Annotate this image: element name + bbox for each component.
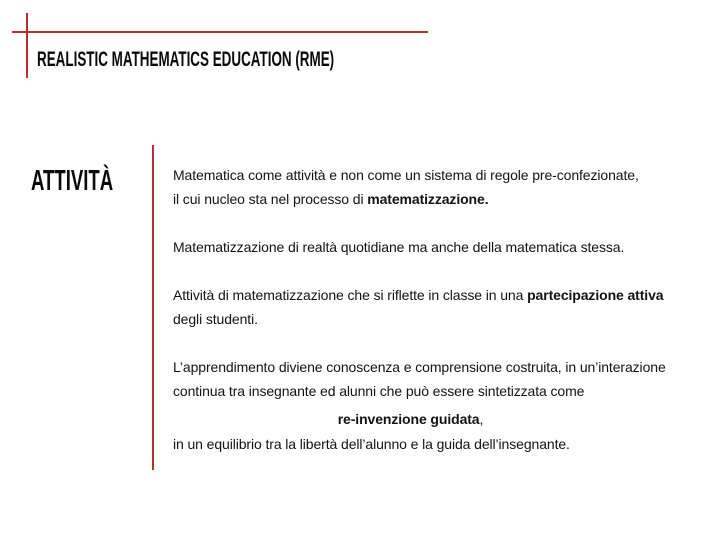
paragraph-3-line-2 (173, 307, 648, 331)
section-label: ATTIVITÀ (31, 165, 114, 197)
paragraph-3 (173, 283, 664, 331)
text-run: , (479, 411, 484, 427)
paragraph-1 (173, 163, 648, 211)
text-run: continua tra insegnante ed alunni che può essere sintetizzata come (173, 383, 585, 399)
paragraph-4-centered-line (173, 407, 648, 431)
paragraph-2-line-1 (173, 235, 648, 259)
paragraph-2 (173, 235, 648, 259)
body-text-column (173, 163, 666, 456)
paragraph-4 (173, 355, 666, 456)
text-run: il cui nucleo sta nel processo di (173, 191, 368, 207)
bold-text-run: matematizzazione. (367, 191, 489, 207)
text-run: Matematizzazione di realtà quotidiane ma anche della matematica stessa. (173, 239, 625, 255)
paragraph-3-line-1 (173, 283, 664, 307)
text-run: L’apprendimento diviene conoscenza e comprensione costruita, in un’interazione (173, 359, 666, 375)
text-run: in un equilibrio tra la libertà dell’alunno e la guida dell’insegnante. (173, 436, 570, 452)
cross-decoration-horizontal-line (12, 31, 428, 33)
paragraph-4-line-3 (173, 432, 648, 456)
paragraph-4-line-2 (173, 379, 648, 403)
paragraph-4-line-1 (173, 355, 666, 379)
bold-text-run: partecipazione attiva (527, 287, 664, 303)
slide-title: REALISTIC MATHEMATICS EDUCATION (RME) (37, 48, 335, 71)
text-run: degli studenti. (173, 311, 258, 327)
vertical-separator-line (152, 145, 154, 470)
cross-decoration-vertical-line (26, 13, 28, 78)
text-run: Matematica come attività e non come un sistema di regole pre-confezionate, (173, 167, 639, 183)
bold-text-run: re-invenzione guidata (337, 411, 480, 427)
paragraph-1-line-1 (173, 163, 648, 187)
paragraph-1-line-2 (173, 187, 648, 211)
text-run: Attività di matematizzazione che si riflette in classe in una (173, 287, 528, 303)
